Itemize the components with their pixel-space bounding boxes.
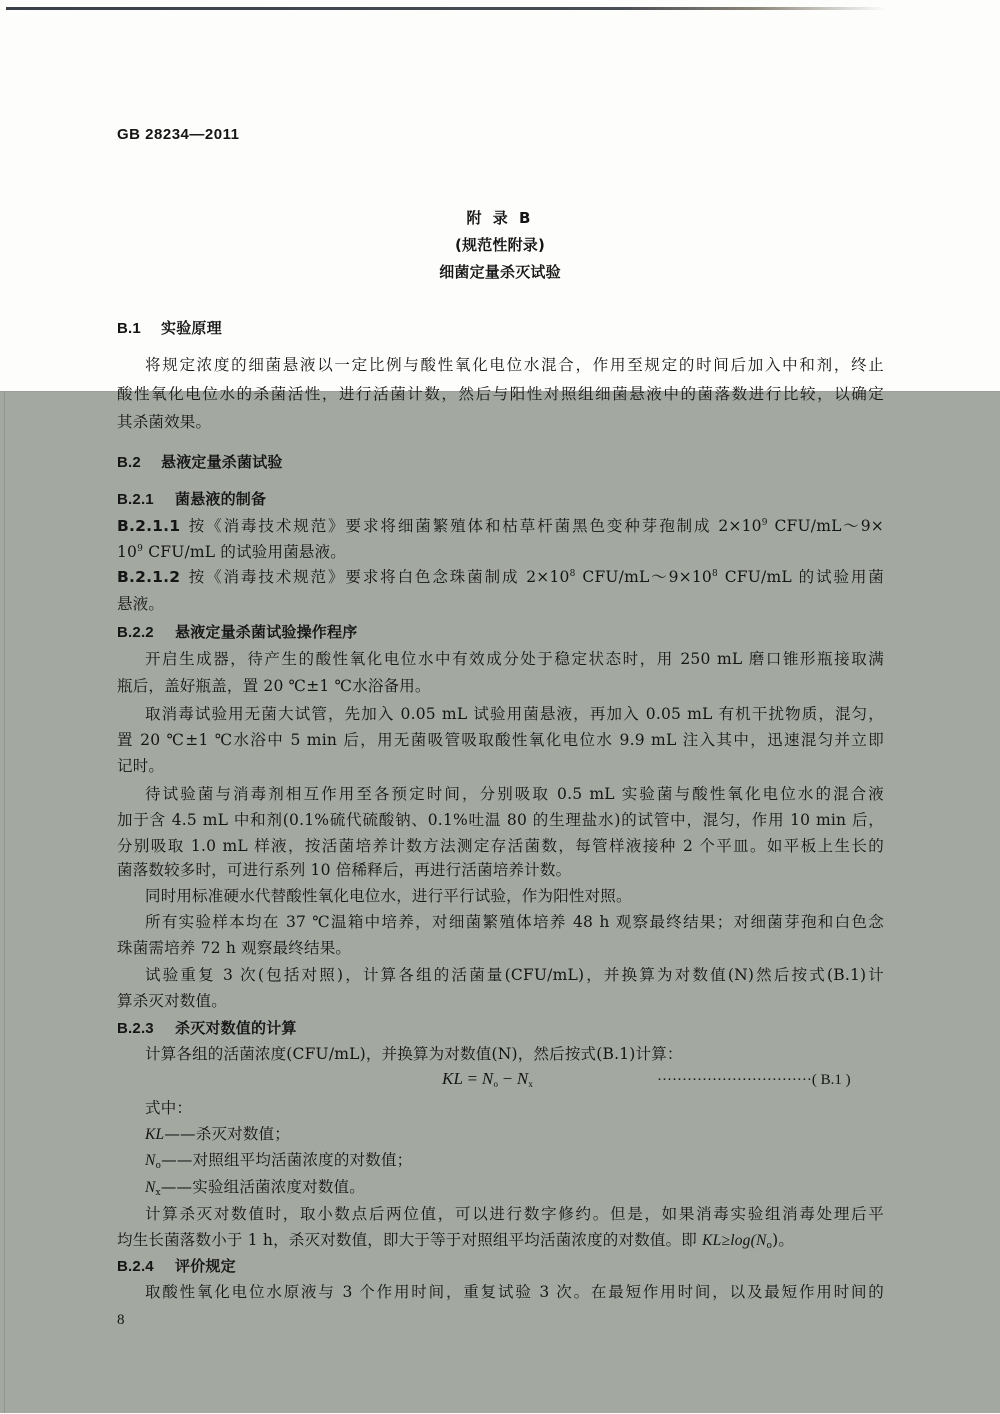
clause-b212-line1	[117, 567, 884, 587]
standard-code: GB 28234—2011	[117, 126, 240, 143]
scan-edge-line	[6, 7, 886, 10]
clause-text: CFU/mL 的试验用菌	[717, 568, 884, 586]
definition-symbol: KL	[145, 1126, 165, 1143]
paragraph-line: 置 20 ℃±1 ℃水浴中 5 min 后，用无菌吸管吸取酸性氧化电位水 9.9 mL 注入其中，迅速混匀并立即	[117, 731, 884, 749]
shaded-region-edge	[4, 392, 5, 1413]
section-number: B.2.3	[117, 1020, 154, 1037]
paragraph-line: 其杀菌效果。	[117, 413, 212, 431]
section-title: 菌悬液的制备	[175, 490, 267, 508]
definition-symbol: N	[145, 1152, 156, 1169]
section-heading-b24	[117, 1256, 236, 1277]
definition-nx	[145, 1177, 365, 1198]
paragraph-line: 将规定浓度的细菌悬液以一定比例与酸性氧化电位水混合，作用至规定的时间后加入中和剂，终止	[145, 356, 884, 374]
definition-kl	[145, 1124, 290, 1145]
section-heading-b22	[117, 622, 357, 643]
section-title: 杀灭对数值的计算	[175, 1019, 297, 1037]
paragraph-line: 同时用标准硬水代替酸性氧化电位水，进行平行试验，作为阳性对照。	[145, 887, 632, 905]
definition-subscript: x	[155, 1188, 161, 1198]
appendix-type: (规范性附录)	[454, 236, 546, 254]
paragraph-line: 记时。	[117, 757, 165, 775]
formula-operator: =	[463, 1069, 482, 1088]
paragraph-line: 瓶后，盖好瓶盖，置 20 ℃±1 ℃水浴备用。	[117, 677, 431, 695]
paragraph-line: 菌落数较多时，可进行系列 10 倍稀释后，再进行活菌培养计数。	[117, 861, 572, 879]
paragraph-line: 酸性氧化电位水的杀菌活性，进行活菌计数，然后与阳性对照组细菌悬液中的菌落数进行比较，以确定	[117, 385, 884, 403]
paragraph-text: )。	[772, 1231, 795, 1249]
section-title: 评价规定	[175, 1257, 236, 1275]
formula-b1	[442, 1069, 533, 1089]
paragraph-line: 分别吸取 1.0 mL 样液，按活菌培养计数方法测定存活菌数，每管样液接种 2 个平皿。如平板上生长的	[117, 837, 884, 855]
definition-no	[145, 1150, 412, 1171]
formula-subscript: x	[528, 1079, 534, 1089]
page-number: 8	[117, 1312, 125, 1328]
exponent: 8	[711, 569, 718, 579]
formula-symbol: N	[481, 1069, 494, 1088]
section-number: B.1	[117, 320, 141, 337]
exponent: 9	[137, 544, 144, 554]
paragraph-line: 开启生成器，待产生的酸性氧化电位水中有效成分处于稳定状态时，用 250 mL 磨口锥形瓶接取满	[145, 650, 884, 668]
section-number: B.2	[117, 454, 141, 471]
section-heading-b1	[117, 318, 222, 339]
paragraph-line: 取酸性氧化电位水原液与 3 个作用时间，重复试验 3 次。在最短作用时间，以及最短作用时间的	[145, 1283, 884, 1301]
exponent: 8	[569, 569, 576, 579]
section-heading-b2	[117, 452, 283, 473]
clause-number: B.2.1.2	[117, 568, 181, 586]
equation-number: ·······························( B.1 )	[657, 1072, 851, 1088]
clause-text: CFU/mL 的试验用菌悬液。	[143, 543, 347, 561]
paragraph-line: 取消毒试验用无菌大试管，先加入 0.05 mL 试验用菌悬液，再加入 0.05 mL 有机干扰物质，混匀，	[145, 705, 884, 723]
paragraph-line: 加于含 4.5 mL 中和剂(0.1%硫代硫酸钠、0.1%吐温 80 的生理盐水)的试管中，混匀，作用 10 min 后，	[117, 811, 884, 829]
clause-b212-line2: 悬液。	[117, 595, 165, 613]
paragraph-line: 计算各组的活菌浓度(CFU/mL)，并换算为对数值(N)，然后按式(B.1)计算：	[145, 1045, 683, 1063]
section-number: B.2.2	[117, 624, 154, 641]
section-number: B.2.1	[117, 491, 154, 508]
definition-subscript: o	[155, 1161, 162, 1171]
definition-symbol: N	[145, 1179, 156, 1196]
section-title: 实验原理	[161, 319, 222, 337]
paragraph-line: 计算杀灭对数值时，取小数点后两位值，可以进行数字修约。但是，如果消毒实验组消毒处理后平	[145, 1205, 884, 1223]
where-label: 式中：	[145, 1099, 193, 1117]
definition-text: ——对照组平均活菌浓度的对数值；	[161, 1151, 413, 1169]
paragraph-text: 均生长菌落数小于 1 h，杀灭对数值，即大于等于对照组平均活菌浓度的对数值。即	[117, 1231, 703, 1249]
appendix-name: 细菌定量杀灭试验	[439, 263, 561, 281]
appendix-title: 附 录 B	[466, 209, 534, 227]
formula-subscript: o	[493, 1079, 499, 1089]
clause-b211-line1	[117, 516, 884, 536]
clause-text: 10	[117, 543, 138, 561]
clause-text: 按《消毒技术规范》要求将白色念珠菌制成 2×10	[187, 568, 570, 586]
formula-symbol: KL	[442, 1069, 464, 1088]
clause-text: CFU/mL～9×	[767, 517, 884, 535]
paragraph-line	[117, 1230, 794, 1251]
definition-text: ——杀灭对数值；	[164, 1125, 290, 1143]
section-title: 悬液定量杀菌试验操作程序	[175, 623, 358, 641]
clause-number: B.2.1.1	[117, 517, 181, 535]
clause-b211-line2	[117, 542, 346, 562]
paragraph-line: 试验重复 3 次(包括对照)，计算各组的活菌量(CFU/mL)，并换算为对数值(N)然后按式(B.1)计	[145, 966, 884, 984]
paragraph-line: 算杀灭对数值。	[117, 992, 227, 1010]
clause-text: CFU/mL～9×10	[575, 568, 712, 586]
formula-symbol: N	[516, 1069, 529, 1088]
paragraph-line: 珠菌需培养 72 h 观察最终结果。	[117, 939, 352, 957]
formula-operator: −	[498, 1069, 517, 1088]
clause-text: 按《消毒技术规范》要求将细菌繁殖体和枯草杆菌黑色变种芽孢制成 2×10	[187, 517, 762, 535]
exponent: 9	[761, 518, 768, 528]
section-heading-b23	[117, 1018, 297, 1039]
section-title: 悬液定量杀菌试验	[161, 453, 283, 471]
paragraph-line: 待试验菌与消毒剂相互作用至各预定时间，分别吸取 0.5 mL 实验菌与酸性氧化电位水的混合液	[145, 785, 884, 803]
section-heading-b21	[117, 489, 266, 510]
inline-formula-subscript: o	[766, 1241, 773, 1251]
inline-formula: KL≥log(N	[702, 1232, 767, 1249]
paragraph-line: 所有实验样本均在 37 ℃温箱中培养，对细菌繁殖体培养 48 h 观察最终结果；对细菌芽孢和白色念	[145, 913, 884, 931]
section-number: B.2.4	[117, 1258, 154, 1275]
definition-text: ——实验组活菌浓度对数值。	[160, 1178, 365, 1196]
